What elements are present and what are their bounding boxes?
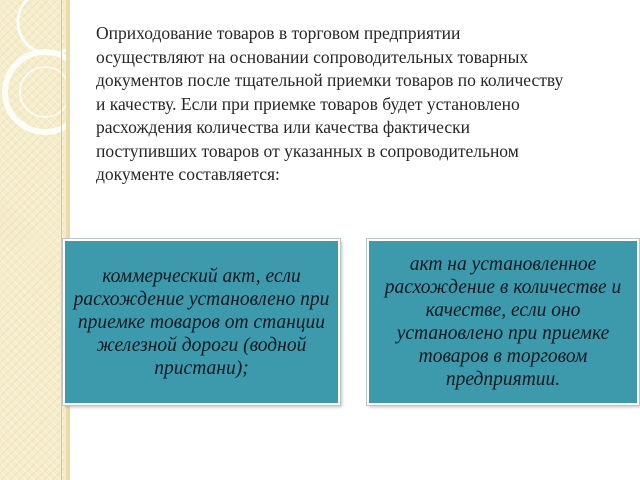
commercial-act-box: [63, 239, 340, 405]
decorative-side-panel: [0, 0, 70, 480]
slide-paragraph: Оприходование товаров в торговом предприятии осуществляют на основании сопроводительных товарных документов после тщательной приемки товаров по количеству и качеству. Если при приемке товаров будет установлено расхождения количества или качества фактически поступивших товаров от указанных в сопроводительном документе составляется:: [96, 23, 564, 184]
decorative-circle-top: [18, 0, 70, 54]
side-divider-line: [61, 0, 62, 480]
discrepancy-act-box: [367, 239, 639, 405]
discrepancy-act-text: акт на установленное расхождение в количестве и качестве, если оно установлено при приемке товаров в торговом предприятии.: [384, 254, 622, 390]
commercial-act-text: коммерческий акт, если расхождение установлено при приемке товаров от станции железной дороги (водной пристани);: [73, 265, 330, 379]
decorative-circles: [0, 0, 70, 480]
decorative-circle-inner: [20, 67, 70, 117]
